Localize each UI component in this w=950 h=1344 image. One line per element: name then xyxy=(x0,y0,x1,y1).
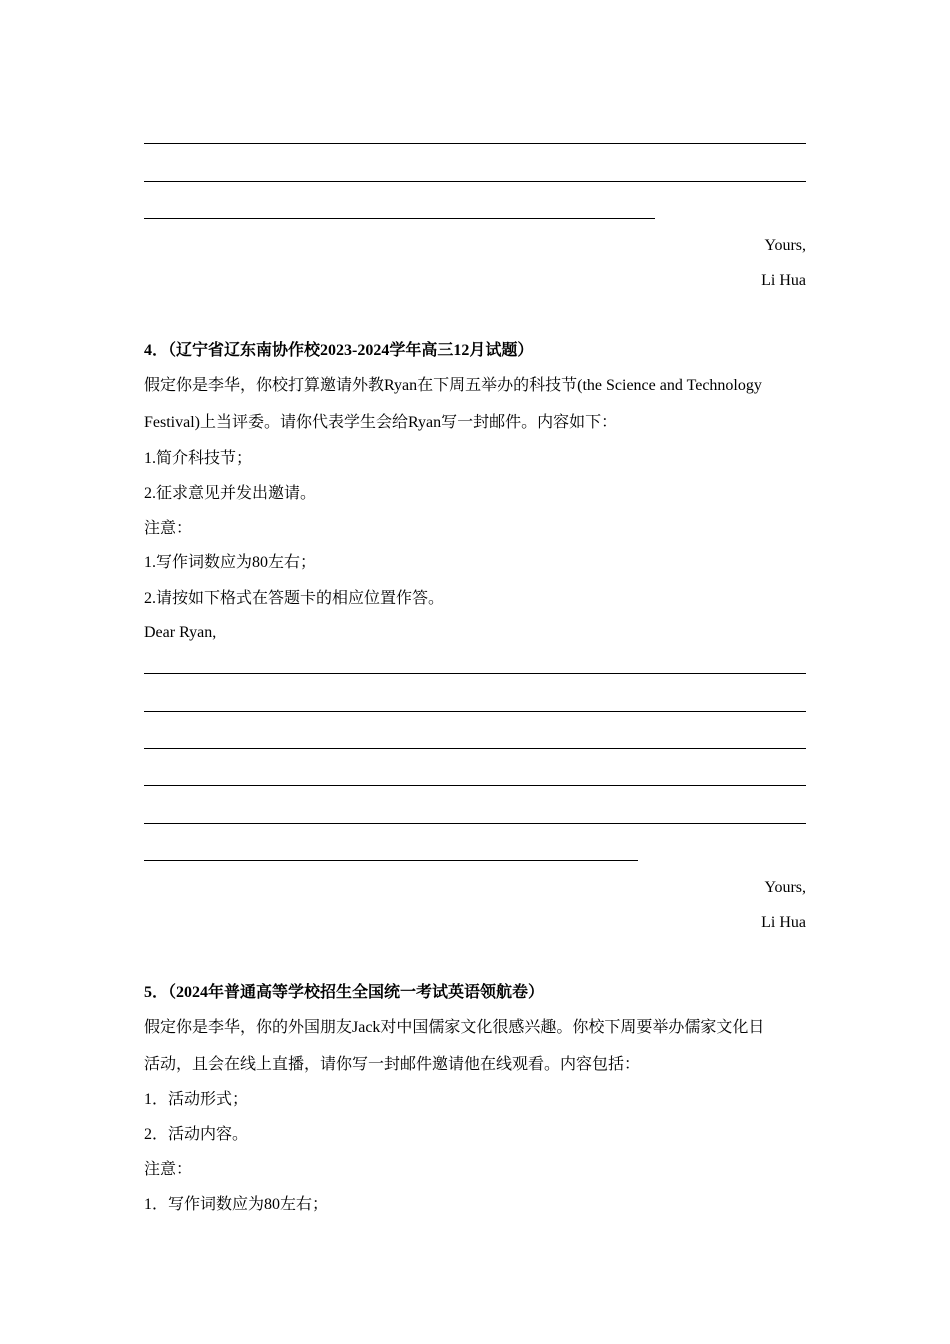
salutation: Dear Ryan, xyxy=(144,624,217,641)
question-source: （2024年普通高等学校招生全国统一考试英语领航卷） xyxy=(168,984,545,1001)
content-item: 2.征求意见并发出邀请。 xyxy=(144,485,317,502)
question-source: （辽宁省辽东南协作校2023-2024学年高三12月试题） xyxy=(168,342,534,359)
question-number: 4． xyxy=(144,342,169,359)
question-5-header xyxy=(144,983,544,1003)
prompt-line: 假定你是李华，你校打算邀请外教Ryan在下周五举办的科技节(the Science and Technology xyxy=(144,377,762,394)
answer-line xyxy=(144,860,638,861)
prompt-line: Festival)上当评委。请你代表学生会给Ryan写一封邮件。内容如下： xyxy=(144,414,618,431)
notes-label: 注意： xyxy=(144,520,193,537)
prompt-line: 假定你是李华，你的外国朋友Jack对中国儒家文化很感兴趣。你校下周要举办儒家文化日 xyxy=(144,1019,765,1036)
question-number: 5． xyxy=(144,984,169,1001)
prompt-line: 活动，且会在线上直播，请你写一封邮件邀请他在线观看。内容包括： xyxy=(144,1056,641,1073)
note-item: 1.写作词数应为80左右； xyxy=(144,554,317,571)
closing: Yours, xyxy=(764,237,806,254)
answer-line xyxy=(144,673,806,674)
answer-line xyxy=(144,218,655,219)
content-item: 1．活动形式； xyxy=(144,1091,249,1108)
answer-line xyxy=(144,181,806,182)
answer-line xyxy=(144,143,806,144)
content-item: 2．活动内容。 xyxy=(144,1126,249,1143)
question-4-header xyxy=(144,341,533,361)
answer-line xyxy=(144,711,806,712)
closing: Yours, xyxy=(764,879,806,896)
answer-line xyxy=(144,785,806,786)
answer-line xyxy=(144,823,806,824)
answer-line xyxy=(144,748,806,749)
note-item: 1．写作词数应为80左右； xyxy=(144,1196,329,1213)
notes-label: 注意： xyxy=(144,1161,193,1178)
note-item: 2.请按如下格式在答题卡的相应位置作答。 xyxy=(144,590,445,607)
signature: Li Hua xyxy=(761,272,806,289)
content-item: 1.简介科技节； xyxy=(144,450,253,467)
signature: Li Hua xyxy=(761,914,806,931)
